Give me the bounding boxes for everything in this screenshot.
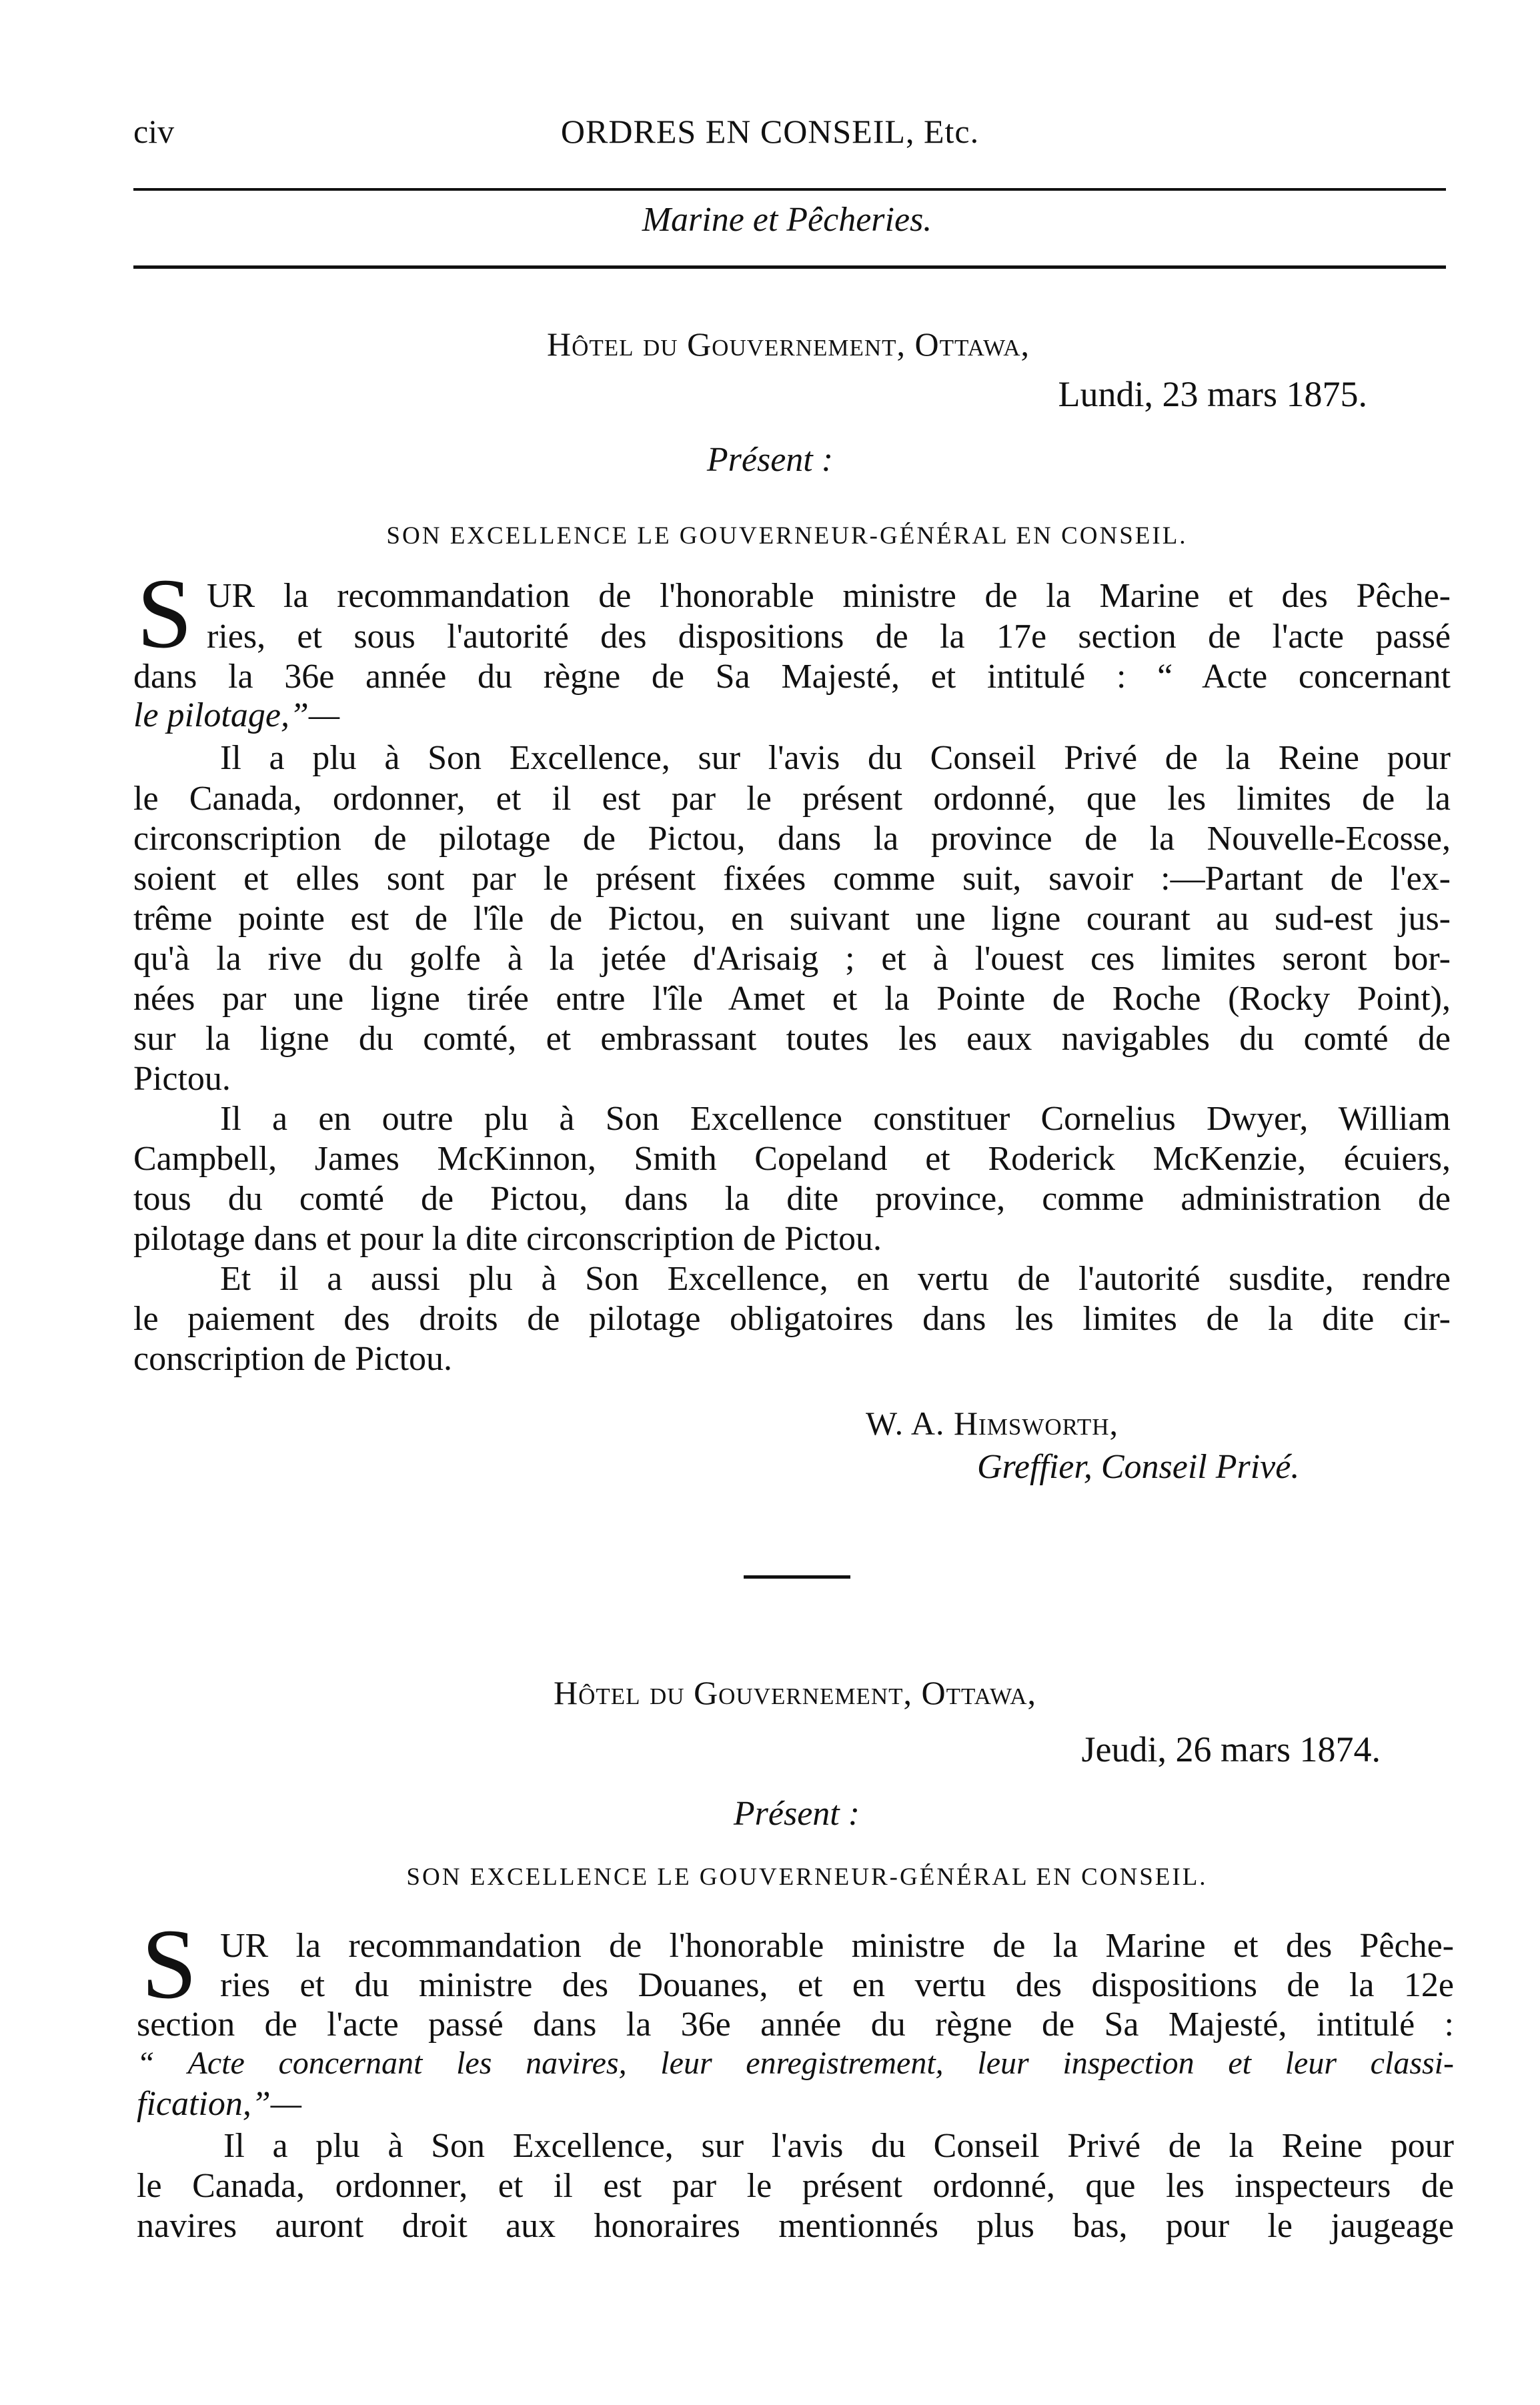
order1-line: Il a en outre plu à Son Excellence constituer Cornelius Dwyer, William [220, 1100, 1451, 1138]
running-title: ORDRES EN CONSEIL, Etc. [560, 113, 980, 150]
section-title: Marine et Pêcheries. [642, 201, 932, 239]
order1-date: Lundi, 23 mars 1875. [1058, 374, 1367, 414]
order1-line: trême pointe est de l'île de Pictou, en suivant une ligne courant au sud-est jus- [133, 900, 1451, 938]
order2-dropcap: S [141, 1909, 197, 2020]
order1-line: ries, et sous l'autorité des dispositions de la 17e section de l'acte passé [207, 618, 1451, 656]
order1-line: le pilotage,”— [133, 696, 340, 734]
order1-line: dans la 36e année du règne de Sa Majesté, et intitulé : “ Acte concernant [133, 658, 1451, 696]
order1-line: qu'à la rive du golfe à la jetée d'Arisaig ; et à l'ouest ces limites seront bor- [133, 940, 1451, 978]
order2-place: Hôtel du Gouvernement, Ottawa, [554, 1674, 1037, 1711]
order1-line: le paiement des droits de pilotage obligatoires dans les limites de la dite cir- [133, 1300, 1451, 1338]
order1-line: UR la recommandation de l'honorable ministre de la Marine et des Pêche- [207, 577, 1451, 615]
order1-line: Pictou. [133, 1060, 231, 1098]
order1-line: pilotage dans et pour la dite circonscription de Pictou. [133, 1220, 882, 1258]
order1-line: Campbell, James McKinnon, Smith Copeland et Roderick McKenzie, écuiers, [133, 1140, 1451, 1178]
order1-line: Et il a aussi plu à Son Excellence, en vertu de l'autorité susdite, rendre [220, 1260, 1451, 1298]
page-folio: civ [133, 113, 175, 150]
order1-line: Il a plu à Son Excellence, sur l'avis du Conseil Privé de la Reine pour [220, 739, 1451, 777]
order1-line: nées par une ligne tirée entre l'île Amet et la Pointe de Roche (Rocky Point), [133, 980, 1451, 1018]
order2-line: “ Acte concernant les navires, leur enregistrement, leur inspection et leur classi- [137, 2046, 1454, 2081]
order2-line: fication,”— [137, 2085, 302, 2123]
order1-line: tous du comté de Pictou, dans la dite province, comme administration de [133, 1180, 1451, 1218]
order1-signature-title: Greffier, Conseil Privé. [977, 1448, 1300, 1486]
order1-place: Hôtel du Gouvernement, Ottawa, [547, 325, 1030, 363]
order2-line: ries et du ministre des Douanes, et en vertu des dispositions de la 12e [220, 1966, 1454, 2004]
order2-line: UR la recommandation de l'honorable ministre de la Marine et des Pêche- [220, 1927, 1454, 1965]
order1-line: conscription de Pictou. [133, 1340, 453, 1378]
order1-present: Présent : [706, 441, 834, 479]
order1-line: circonscription de pilotage de Pictou, dans la province de la Nouvelle-Ecosse, [133, 820, 1451, 858]
order2-line: section de l'acte passé dans la 36e année du règne de Sa Majesté, intitulé : [137, 2006, 1454, 2044]
order2-line: navires auront droit aux honoraires mentionnés plus bas, pour le jaugeage [137, 2207, 1454, 2245]
section-rule [133, 265, 1446, 269]
order1-signature-name: W. A. Himsworth, [866, 1405, 1119, 1442]
order1-council: SON EXCELLENCE LE GOUVERNEUR-GÉNÉRAL EN CONSEIL. [386, 522, 1188, 550]
order2-line: Il a plu à Son Excellence, sur l'avis du Conseil Privé de la Reine pour [223, 2127, 1454, 2165]
order2-line: le Canada, ordonner, et il est par le présent ordonné, que les inspecteurs de [137, 2167, 1454, 2205]
order2-present: Présent : [733, 1795, 860, 1833]
order1-line: sur la ligne du comté, et embrassant toutes les eaux navigables du comté de [133, 1020, 1451, 1058]
order2-council: SON EXCELLENCE LE GOUVERNEUR-GÉNÉRAL EN CONSEIL. [406, 1863, 1208, 1891]
order2-date: Jeudi, 26 mars 1874. [1081, 1729, 1381, 1769]
order1-line: soient et elles sont par le présent fixées comme suit, savoir :—Partant de l'ex- [133, 860, 1451, 898]
order1-line: le Canada, ordonner, et il est par le présent ordonné, que les limites de la [133, 780, 1451, 818]
order1-dropcap: S [137, 558, 193, 669]
top-rule [133, 188, 1446, 191]
separator-rule [744, 1575, 850, 1579]
